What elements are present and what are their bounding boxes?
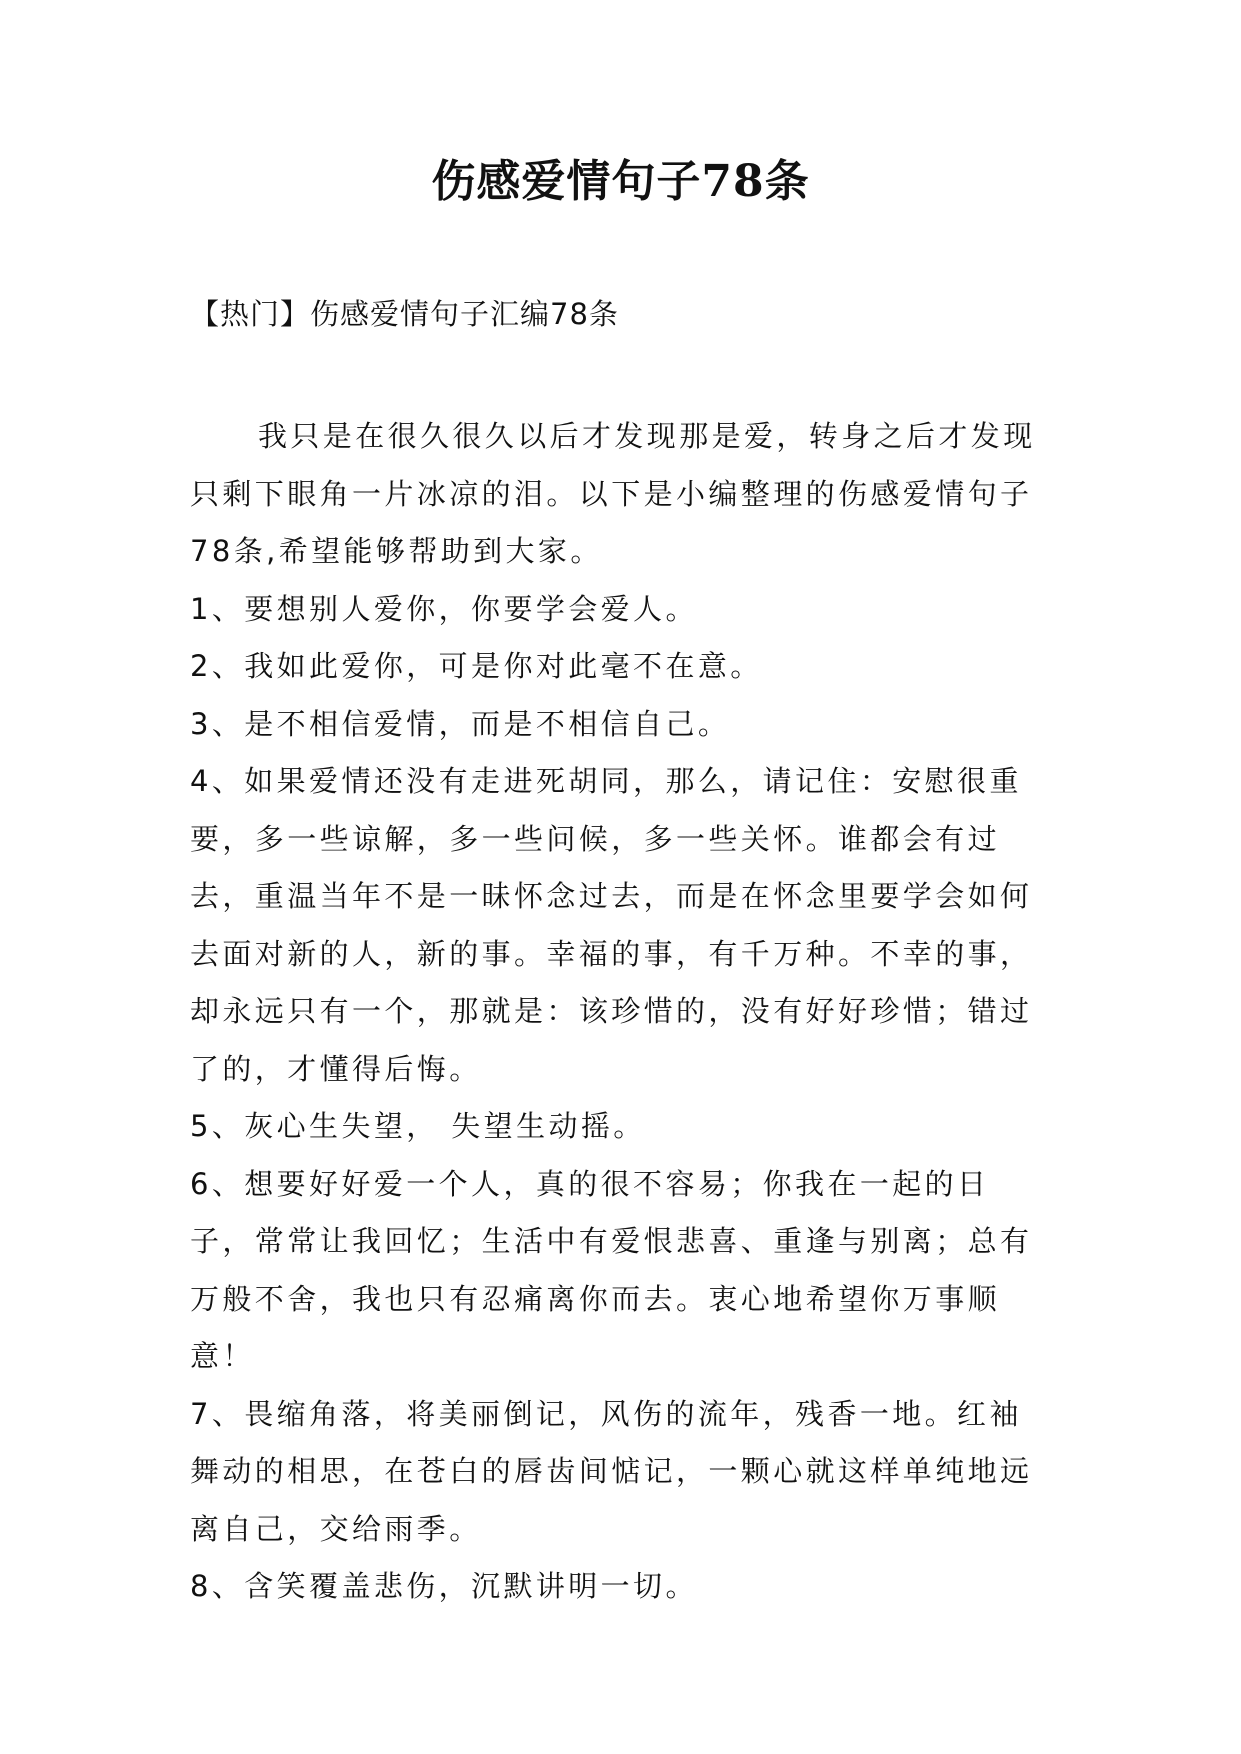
list-item: 4、如果爱情还没有走进死胡同，那么，请记住：安慰很重要，多一些谅解，多一些问候，多一些关怀。谁都会有过去，重温当年不是一昧怀念过去，而是在怀念里要学会如何去面对新的人，新的事。幸福的事，有千万种。不幸的事，却永远只有一个，那就是：该珍惜的，没有好好珍惜；错过了的，才懂得后悔。 — [190, 764, 1033, 1086]
list-item: 6、想要好好爱一个人，真的很不容易；你我在一起的日子，常常让我回忆；生活中有爱恨悲喜、重逢与别离；总有万般不舍，我也只有忍痛离你而去。衷心地希望你万事顺意！ — [190, 1166, 1033, 1373]
list-item: 8、含笑覆盖悲伤，沉默讲明一切。 — [190, 1569, 698, 1603]
list-item: 7、畏缩角落，将美丽倒记，风伤的流年，残香一地。红袖舞动的相思，在苍白的唇齿间惦记，一颗心就这样单纯地远离自己，交给雨季。 — [190, 1396, 1033, 1546]
list-item: 3、是不相信爱情，而是不相信自己。 — [190, 706, 731, 741]
list-item: 1、要想别人爱你，你要学会爱人。 — [190, 591, 698, 626]
document-title: 伤感爱情句子78条 — [431, 156, 810, 207]
document-body — [190, 408, 1052, 1616]
list-item: 2、我如此爱你，可是你对此毫不在意。 — [190, 649, 763, 683]
list-item: 5、灰心生失望， 失望生动摇。 — [190, 1109, 646, 1143]
intro-paragraph: 我只是在很久很久以后才发现那是爱，转身之后才发现只剩下眼角一片冰凉的泪。以下是小编整理的伤感爱情句子78条,希望能够帮助到大家。 — [190, 419, 1036, 568]
document-subtitle: 【热门】伤感爱情句子汇编78条 — [190, 297, 619, 331]
